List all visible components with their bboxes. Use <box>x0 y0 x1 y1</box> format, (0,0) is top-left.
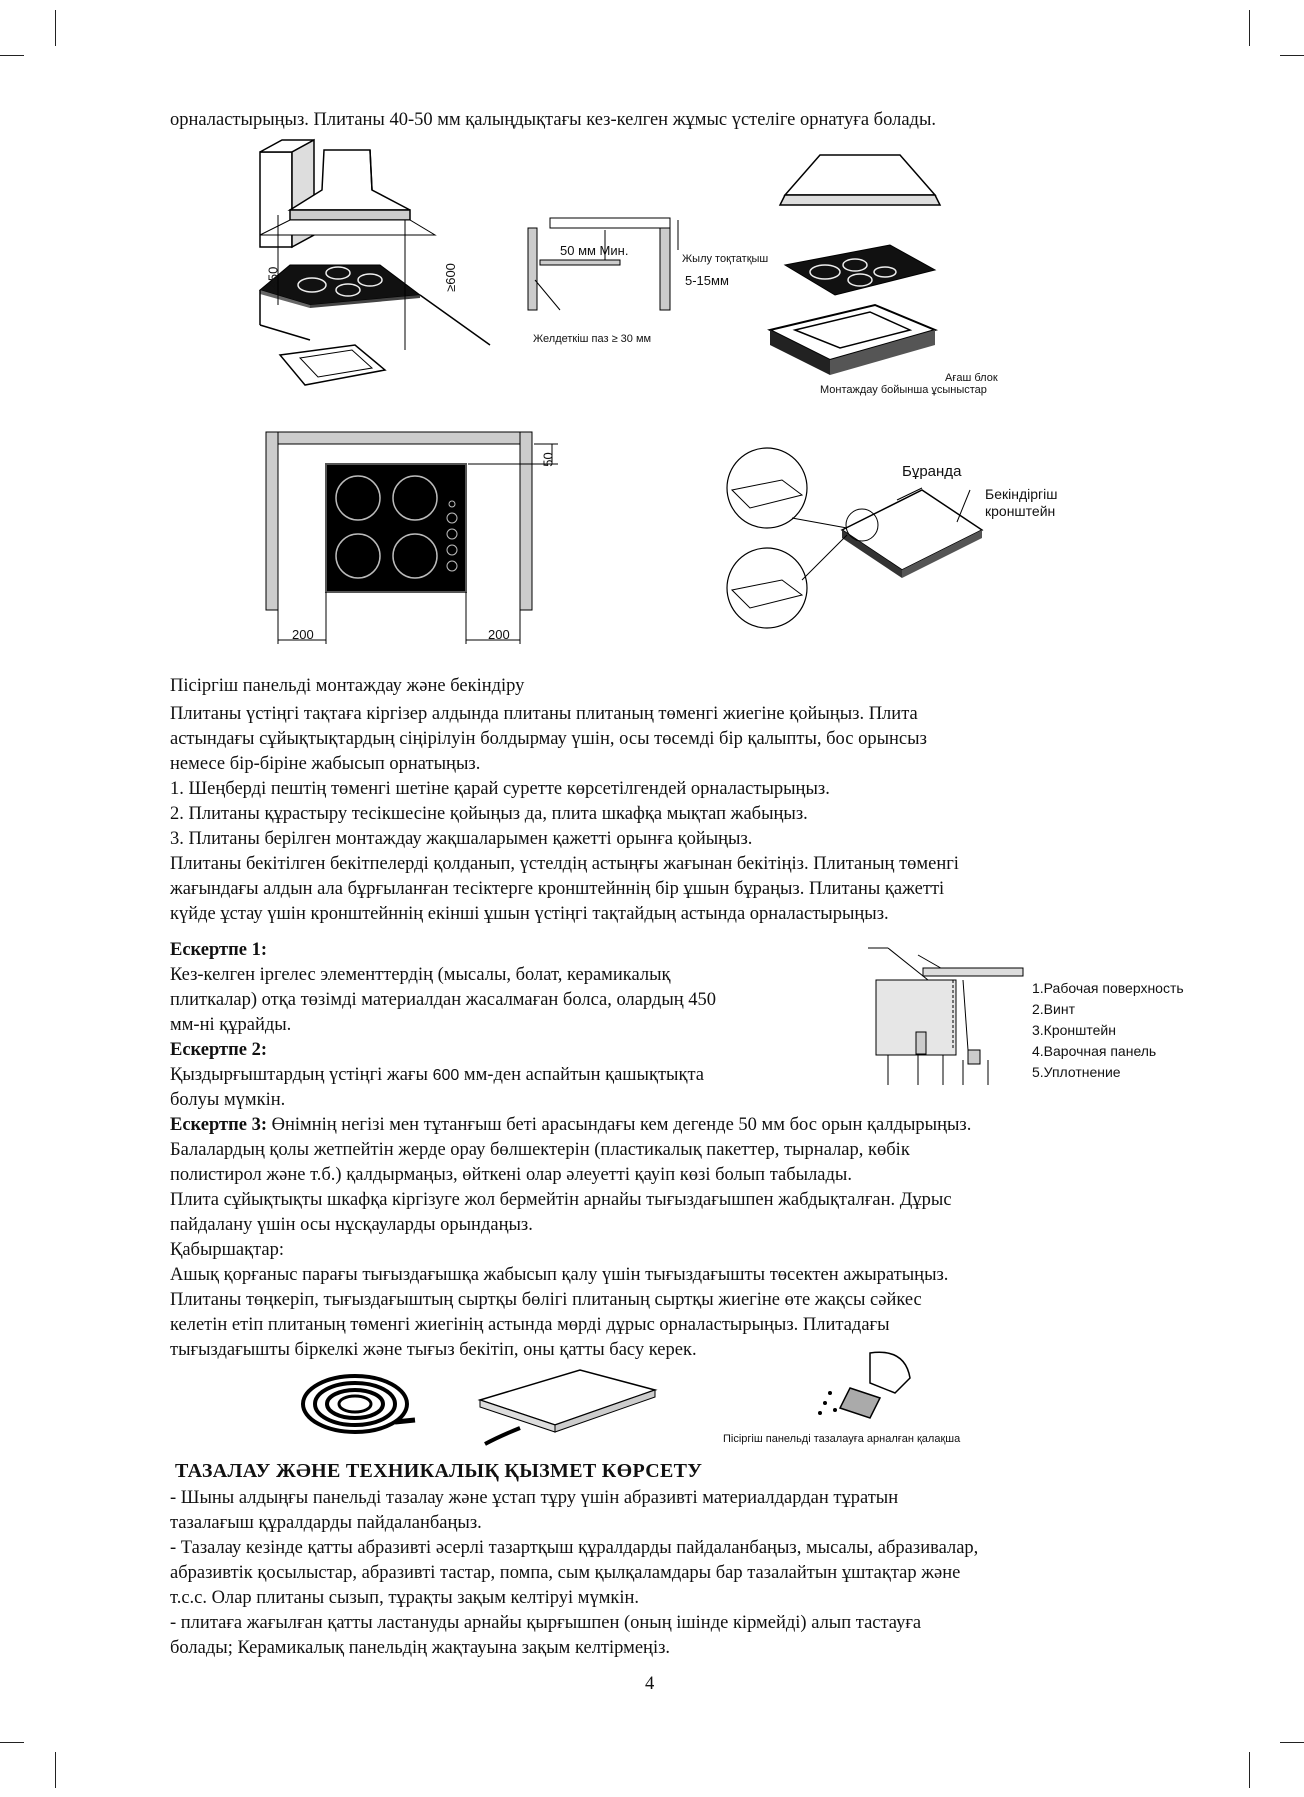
note1-line: Кез-келген іргелес элементтердің (мысалы, болат, керамикалық <box>170 965 671 985</box>
screw-label: Бұранда <box>902 463 962 480</box>
glass-panel-figure <box>470 1370 660 1450</box>
seal-detail-figure <box>868 940 1028 1090</box>
cleaning-line: - плитаға жағылған қатты ластануды арнайы қырғышпен (оның ішінде кірмейді) алып тастауға <box>170 1613 922 1633</box>
bracket-label-2: кронштейн <box>985 503 1056 519</box>
crop-mark <box>1280 55 1304 56</box>
install-line: күйде ұстау үшін кронштейннің екінші ұшын үстіңгі тақтайдың астында орналастырыңыз. <box>170 904 889 924</box>
note3-first: Өнімнің негізі мен тұтанғыш беті арасындағы кем дегенде 50 мм бос орын қалдырыңыз. <box>267 1115 972 1135</box>
insulation-label: Жылу тоқтатқыш <box>682 253 769 265</box>
note2-line1-post: мм-ден аспайтын қашықтықта <box>463 1065 704 1085</box>
dim-200-right: 200 <box>488 627 510 642</box>
bracket-label-1: Бекіндіргіш <box>985 486 1058 502</box>
cleaning-line: - Шыны алдыңғы панельді тазалау және ұстап тұру үшін абразивті материалдардан тұратын <box>170 1488 899 1508</box>
note3-title: Ескертпе 3: <box>170 1115 267 1135</box>
install-line: Плитаны бекітілген бекітпелерді қолданып, үстелдің астыңғы жағынан бекітіңіз. Плитаның төменгі <box>170 854 959 874</box>
cleaning-line: абразивтік қосылыстар, абразивті тастар, помпа, сым қылқаламдары бар тазалайтын ұштақтар және <box>170 1563 961 1583</box>
note1-line: плиткалар) отқа төзімді материалдан жасалмаған болса, олардың 450 <box>170 990 717 1010</box>
note3-line: Балалардың қолы жетпейтін жерде орау бөлшектерін (пластикалық пакеттер, тырналар, көбік <box>170 1140 910 1160</box>
legend-item: 5.Уплотнение <box>1032 1064 1121 1080</box>
legend-item: 1.Рабочая поверхность <box>1032 980 1184 996</box>
cleaning-block <box>170 1486 978 1661</box>
note3-line: Ашық қорғаныс парағы тығыздағышқа жабысып қалу үшін тығыздағышты төсектен ажыратыңыз. <box>170 1265 949 1285</box>
hood-installation-figure <box>260 140 500 390</box>
install-line: астындағы сұйықтықтардың сіңірілуін болдырмау үшін, осы төсемді бір қалыпты, бос орынсыз <box>170 729 927 749</box>
note3-line: Плита сұйықтықты шкафқа кіргізуге жол бермейтін арнайы тығыздағышпен жабдықталған. Дұрыс <box>170 1190 952 1210</box>
wood-block-label: Ағаш блок <box>945 372 998 384</box>
section-title: Пісіргіш панельді монтаждау және бекіндіру <box>170 676 525 696</box>
crop-mark <box>1249 10 1250 46</box>
seal-roll-figure <box>300 1372 420 1442</box>
range-label: 5-15мм <box>685 273 729 288</box>
note3-line: пайдалану үшін осы нұсқауларды орындаңыз. <box>170 1215 533 1235</box>
install-line: Плитаны үстіңгі тақтаға кіргізер алдында плитаны плитаның төменгі жиегіне қойыңыз. Плита <box>170 704 918 724</box>
note1-title: Ескертпе 1: <box>170 940 267 960</box>
page-number: 4 <box>645 1674 655 1694</box>
install-line: жағындағы алдын ала бұрғыланған тесіктерге кронштейннің бір ұшын бұраңыз. Плитаны қажетті <box>170 879 945 899</box>
scraper-caption: Пісіргіш панельді тазалауға арналған қалақша <box>723 1433 961 1445</box>
crop-mark <box>0 1742 24 1743</box>
crop-mark <box>1280 1742 1304 1743</box>
note3-line: тығыздағышты біркелкі және тығыз бекітіп, оны қатты басу керек. <box>170 1340 697 1360</box>
note3-line: Қабыршақтар: <box>170 1240 284 1260</box>
cleaning-line: т.с.с. Олар плитаны сызып, тұрақты зақым келтіруі мүмкін. <box>170 1588 640 1608</box>
legend-item: 4.Варочная панель <box>1032 1043 1157 1059</box>
dim-200-left: 200 <box>292 627 314 642</box>
note3-line: келетін етіп плитаның төменгі жиегінің астында мөрді дұрыс орналастырыңыз. Плитадағы <box>170 1315 890 1335</box>
cross-section-figure <box>520 210 690 330</box>
install-line: немесе бір-біріне жабысып орнатыңыз. <box>170 754 481 774</box>
note3-line: Плитаны төңкеріп, тығыздағыштың сыртқы бөлігі плитаның сыртқы жиегіне өте жақсы сәйкес <box>170 1290 922 1310</box>
cleaning-line: - Тазалау кезінде қатты абразивті әсерлі тазартқыш құралдарды пайдаланбаңыз, мысалы, абразивалар, <box>170 1538 979 1558</box>
cleaning-line: болады; Керамикалық панельдің жақтауына зақым келтірмеңіз. <box>170 1638 671 1658</box>
bracket-detail-figure <box>722 440 1012 650</box>
min-gap-label: 50 мм Мин. <box>560 243 629 258</box>
note2-line2: болуы мүмкін. <box>170 1090 286 1110</box>
intro-line: орналастырыңыз. Плитаны 40-50 мм қалыңдықтағы кез-келген жұмыс үстеліге орнатуға болады. <box>170 110 936 130</box>
note1-line: мм-ні құрайды. <box>170 1015 292 1035</box>
crop-mark <box>0 55 24 56</box>
install-instructions <box>170 702 959 927</box>
dim-600: ≥600 <box>442 263 458 292</box>
note3-line: полистирол және т.б.) қалдырмаңыз, өйткені олар әлеуетті қауіп көзі болып табылады. <box>170 1165 852 1185</box>
note2-title: Ескертпе 2: <box>170 1040 267 1060</box>
note3-block <box>170 1113 971 1363</box>
dim-50: 50 <box>540 452 556 467</box>
install-line: 3. Плитаны берілген монтаждау жақшаларымен қажетті орынға қойыңыз. <box>170 829 753 849</box>
cleaning-title: ТАЗАЛАУ ЖӘНЕ ТЕХНИКАЛЫҚ ҚЫЗМЕТ КӨРСЕТУ <box>175 1460 703 1482</box>
dim-450: 450 <box>265 266 281 289</box>
cleaning-line: тазалағыш құралдарды пайдаланбаңыз. <box>170 1513 482 1533</box>
cabinet-installation-figure <box>760 140 960 380</box>
note2-number: 600 <box>432 1067 460 1084</box>
crop-mark <box>1249 1752 1250 1788</box>
note2-line1-pre: Қыздырғыштардың үстіңгі жағы <box>170 1065 433 1085</box>
install-line: 2. Плитаны құрастыру тесікшесіне қойыңыз да, плита шкафқа мықтап жабыңыз. <box>170 804 808 824</box>
scraper-figure <box>810 1348 920 1438</box>
notes-block <box>170 938 716 1113</box>
install-line: 1. Шеңберді пештің төменгі шетіне қарай суретте көрсетілгендей орналастырыңыз. <box>170 779 830 799</box>
crop-mark <box>55 1752 56 1788</box>
legend-item: 2.Винт <box>1032 1001 1075 1017</box>
vent-slot-label: Желдеткіш паз ≥ 30 мм <box>533 333 652 345</box>
crop-mark <box>55 10 56 46</box>
hob-clearance-figure <box>258 432 558 652</box>
mount-reco-label: Монтаждау бойынша ұсыныстар <box>820 384 987 396</box>
legend-item: 3.Кронштейн <box>1032 1022 1116 1038</box>
